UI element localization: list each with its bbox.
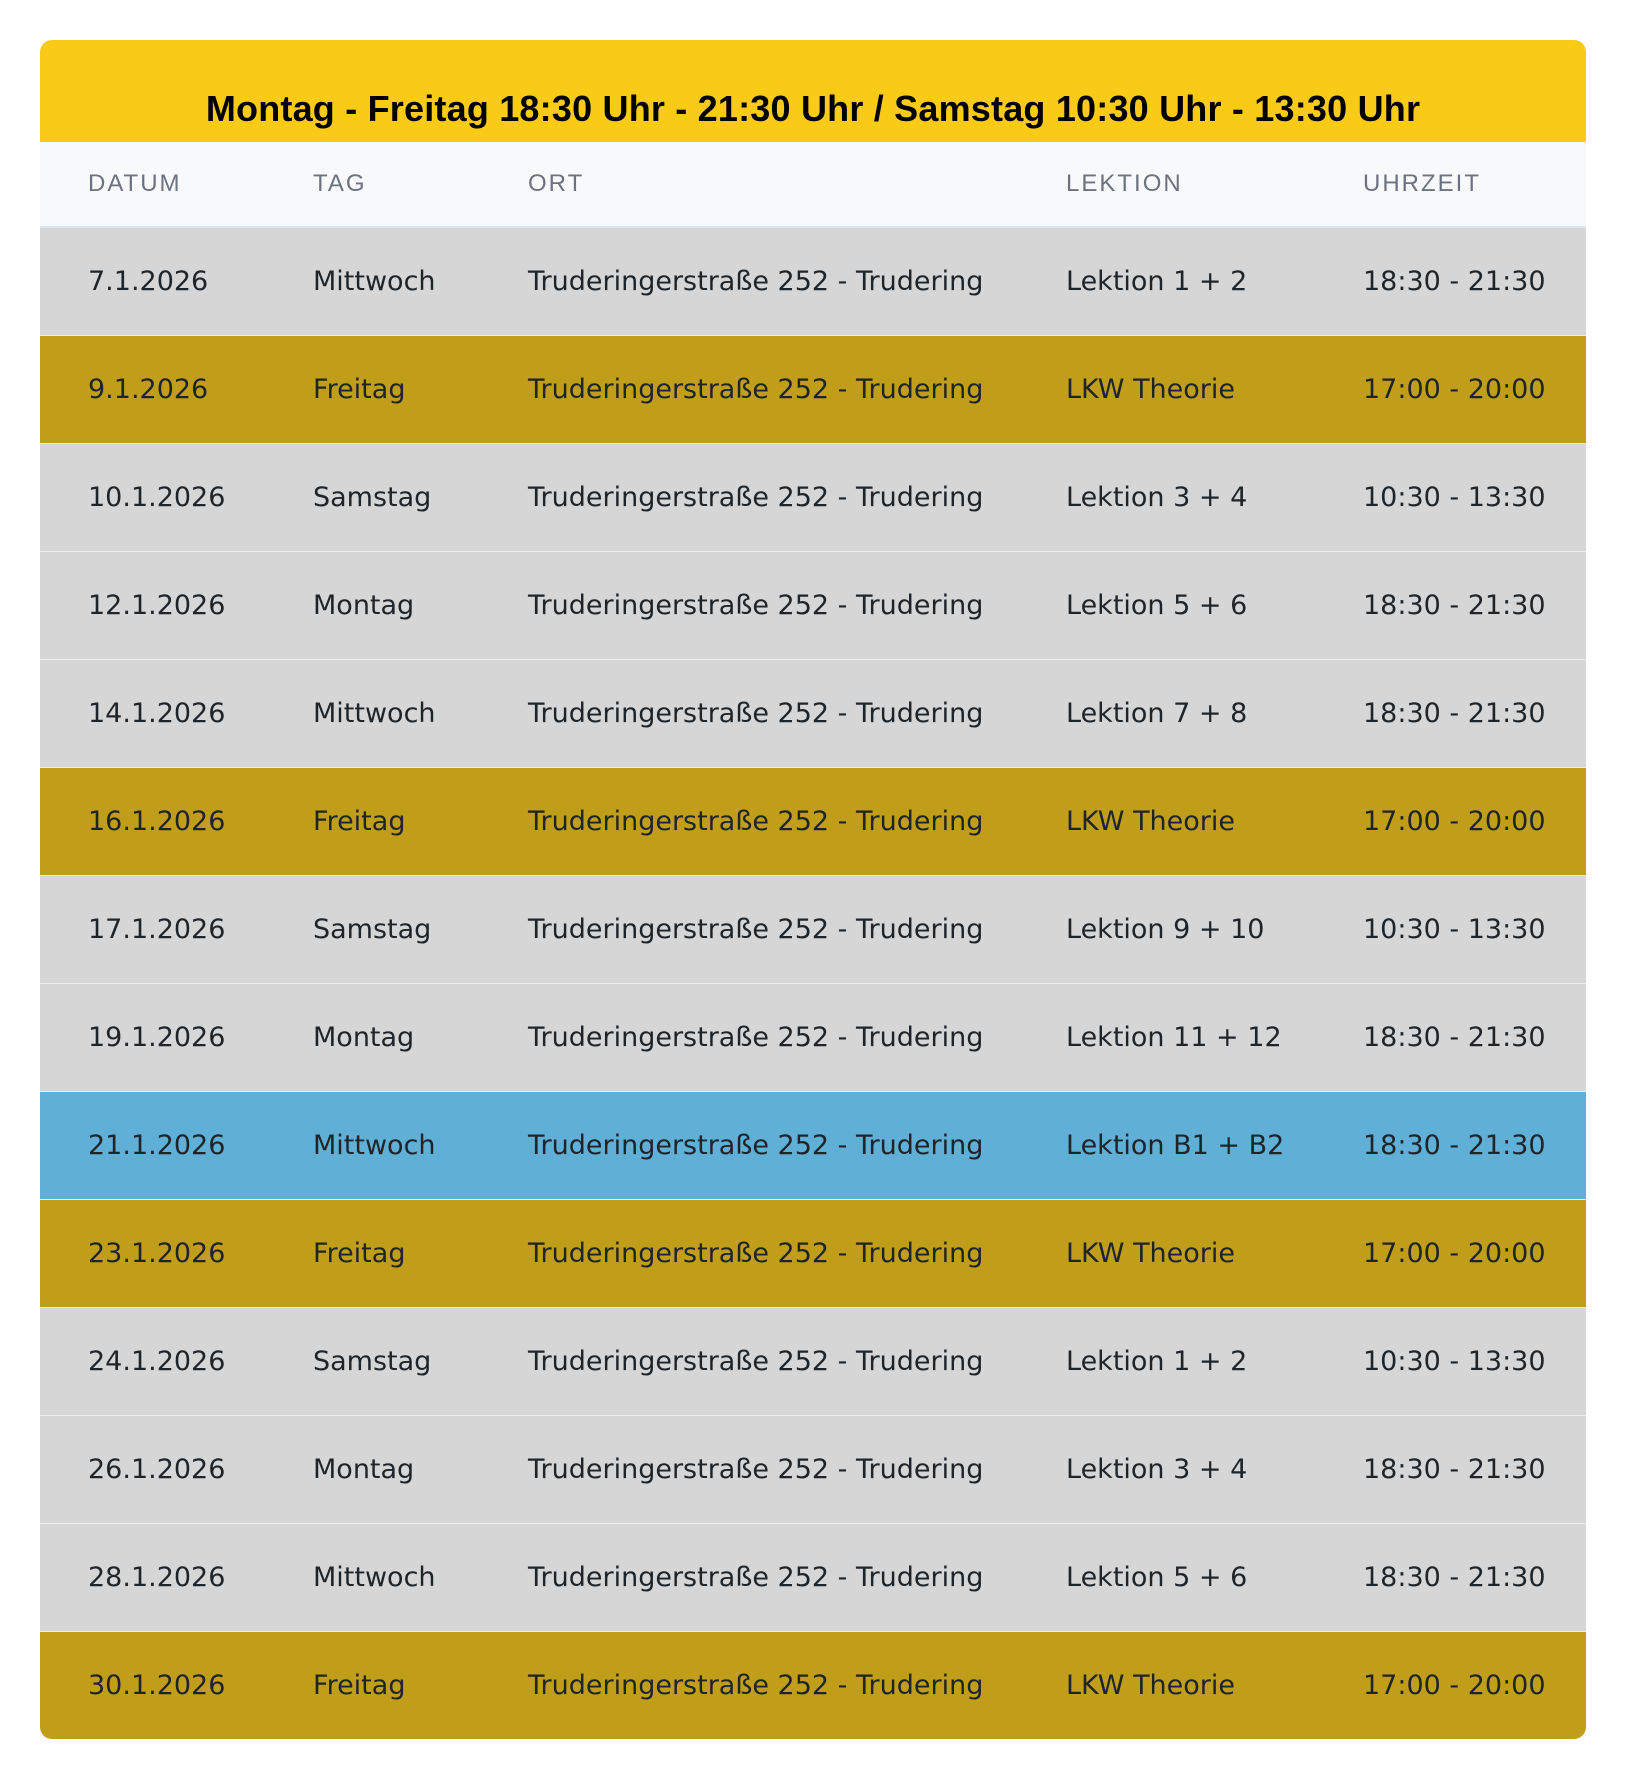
cell-time: 18:30 - 21:30 (1315, 1091, 1586, 1199)
cell-day: Freitag (265, 335, 480, 443)
cell-time: 10:30 - 13:30 (1315, 443, 1586, 551)
cell-day: Samstag (265, 875, 480, 983)
table-row (40, 1631, 1586, 1739)
cell-day: Freitag (265, 767, 480, 875)
cell-location: Truderingerstraße 252 - Trudering (480, 443, 1018, 551)
table-row (40, 1199, 1586, 1307)
cell-lesson: Lektion 1 + 2 (1018, 1307, 1315, 1415)
cell-day: Mittwoch (265, 227, 480, 335)
cell-time: 18:30 - 21:30 (1315, 983, 1586, 1091)
cell-lesson: LKW Theorie (1018, 335, 1315, 443)
table-body (40, 227, 1586, 1739)
cell-date: 23.1.2026 (40, 1199, 265, 1307)
table-row (40, 659, 1586, 767)
cell-date: 12.1.2026 (40, 551, 265, 659)
cell-date: 7.1.2026 (40, 227, 265, 335)
cell-lesson: Lektion 3 + 4 (1018, 443, 1315, 551)
cell-location: Truderingerstraße 252 - Trudering (480, 659, 1018, 767)
cell-lesson: Lektion 5 + 6 (1018, 1523, 1315, 1631)
cell-date: 30.1.2026 (40, 1631, 265, 1739)
cell-time: 18:30 - 21:30 (1315, 551, 1586, 659)
cell-location: Truderingerstraße 252 - Trudering (480, 983, 1018, 1091)
column-header-datum: DATUM (40, 142, 265, 227)
schedule-banner (40, 40, 1586, 142)
cell-time: 10:30 - 13:30 (1315, 875, 1586, 983)
cell-lesson: LKW Theorie (1018, 1631, 1315, 1739)
cell-time: 10:30 - 13:30 (1315, 1307, 1586, 1415)
cell-lesson: Lektion 7 + 8 (1018, 659, 1315, 767)
cell-location: Truderingerstraße 252 - Trudering (480, 1523, 1018, 1631)
schedule-card (40, 40, 1586, 1739)
cell-location: Truderingerstraße 252 - Trudering (480, 551, 1018, 659)
cell-time: 18:30 - 21:30 (1315, 227, 1586, 335)
cell-location: Truderingerstraße 252 - Trudering (480, 1307, 1018, 1415)
table-row (40, 443, 1586, 551)
table-row (40, 1523, 1586, 1631)
cell-location: Truderingerstraße 252 - Trudering (480, 227, 1018, 335)
table-row (40, 875, 1586, 983)
cell-day: Freitag (265, 1631, 480, 1739)
cell-time: 17:00 - 20:00 (1315, 1631, 1586, 1739)
cell-day: Montag (265, 551, 480, 659)
table-row (40, 227, 1586, 335)
cell-day: Montag (265, 983, 480, 1091)
table-row (40, 1415, 1586, 1523)
table-row (40, 1091, 1586, 1199)
cell-location: Truderingerstraße 252 - Trudering (480, 875, 1018, 983)
cell-day: Freitag (265, 1199, 480, 1307)
cell-time: 17:00 - 20:00 (1315, 767, 1586, 875)
column-header-lektion: LEKTION (1018, 142, 1315, 227)
column-header-ort: ORT (480, 142, 1018, 227)
cell-lesson: LKW Theorie (1018, 1199, 1315, 1307)
banner-title: Montag - Freitag 18:30 Uhr - 21:30 Uhr / Samstag 10:30 Uhr - 13:30 Uhr (205, 88, 1421, 129)
cell-day: Montag (265, 1415, 480, 1523)
cell-date: 14.1.2026 (40, 659, 265, 767)
cell-location: Truderingerstraße 252 - Trudering (480, 335, 1018, 443)
cell-day: Samstag (265, 1307, 480, 1415)
cell-time: 17:00 - 20:00 (1315, 1199, 1586, 1307)
cell-day: Mittwoch (265, 1091, 480, 1199)
cell-day: Mittwoch (265, 659, 480, 767)
schedule-table (40, 142, 1586, 1739)
header-row (40, 142, 1586, 227)
table-row (40, 335, 1586, 443)
cell-lesson: Lektion 5 + 6 (1018, 551, 1315, 659)
cell-date: 10.1.2026 (40, 443, 265, 551)
cell-date: 19.1.2026 (40, 983, 265, 1091)
cell-time: 17:00 - 20:00 (1315, 335, 1586, 443)
cell-lesson: Lektion 9 + 10 (1018, 875, 1315, 983)
cell-location: Truderingerstraße 252 - Trudering (480, 1631, 1018, 1739)
cell-location: Truderingerstraße 252 - Trudering (480, 1199, 1018, 1307)
cell-lesson: Lektion B1 + B2 (1018, 1091, 1315, 1199)
table-row (40, 767, 1586, 875)
cell-day: Mittwoch (265, 1523, 480, 1631)
column-header-uhrzeit: UHRZEIT (1315, 142, 1586, 227)
table-row (40, 1307, 1586, 1415)
cell-date: 16.1.2026 (40, 767, 265, 875)
cell-lesson: Lektion 11 + 12 (1018, 983, 1315, 1091)
cell-date: 24.1.2026 (40, 1307, 265, 1415)
cell-location: Truderingerstraße 252 - Trudering (480, 1091, 1018, 1199)
cell-date: 28.1.2026 (40, 1523, 265, 1631)
cell-date: 9.1.2026 (40, 335, 265, 443)
cell-location: Truderingerstraße 252 - Trudering (480, 1415, 1018, 1523)
cell-lesson: Lektion 3 + 4 (1018, 1415, 1315, 1523)
cell-lesson: LKW Theorie (1018, 767, 1315, 875)
column-header-tag: TAG (265, 142, 480, 227)
cell-time: 18:30 - 21:30 (1315, 659, 1586, 767)
cell-time: 18:30 - 21:30 (1315, 1523, 1586, 1631)
cell-date: 26.1.2026 (40, 1415, 265, 1523)
cell-time: 18:30 - 21:30 (1315, 1415, 1586, 1523)
cell-day: Samstag (265, 443, 480, 551)
cell-location: Truderingerstraße 252 - Trudering (480, 767, 1018, 875)
cell-lesson: Lektion 1 + 2 (1018, 227, 1315, 335)
table-row (40, 983, 1586, 1091)
table-header (40, 142, 1586, 227)
cell-date: 17.1.2026 (40, 875, 265, 983)
cell-date: 21.1.2026 (40, 1091, 265, 1199)
table-row (40, 551, 1586, 659)
